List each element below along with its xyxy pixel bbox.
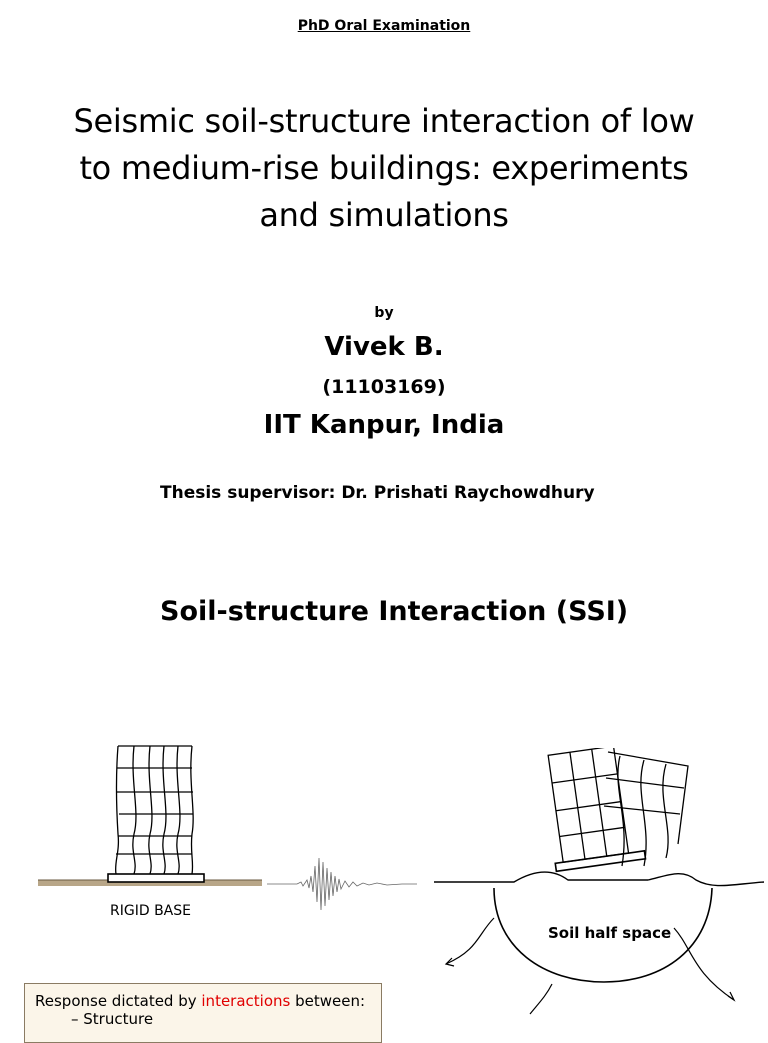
exam-header: PhD Oral Examination xyxy=(297,18,471,34)
ground-surface xyxy=(434,872,764,886)
deformed-frame xyxy=(116,746,194,874)
rigid-base-building-figure xyxy=(36,742,266,892)
soil-half-space-label: Soil half space xyxy=(548,924,672,942)
institute-name: IIT Kanpur, India xyxy=(263,410,505,440)
callout-highlight: interactions xyxy=(201,992,291,1010)
response-callout xyxy=(24,983,382,1043)
author-id: (11103169) xyxy=(322,376,446,398)
soil-half-space-figure xyxy=(434,748,764,1018)
rigid-base-label: RIGID BASE xyxy=(110,903,191,919)
rigid-foundation xyxy=(108,874,204,882)
seismic-record-icon xyxy=(267,854,417,914)
callout-item: – Structure xyxy=(71,1010,154,1028)
thesis-title-line-1: Seismic soil-structure interaction of low xyxy=(73,102,695,140)
thesis-title xyxy=(0,98,768,239)
callout-text xyxy=(35,992,381,1010)
callout-item-label: Structure xyxy=(83,1010,154,1028)
thesis-supervisor: Thesis supervisor: Dr. Prishati Raychowdhury xyxy=(160,483,595,503)
rocking-building xyxy=(540,748,645,871)
thesis-title-line-2: to medium-rise buildings: experiments xyxy=(79,149,689,187)
by-label: by xyxy=(374,305,394,321)
callout-prefix: Response dictated by xyxy=(35,992,202,1010)
thesis-title-line-3: and simulations xyxy=(259,196,509,234)
callout-suffix: between: xyxy=(290,992,366,1010)
section-heading: Soil-structure Interaction (SSI) xyxy=(160,596,629,627)
author-name: Vivek B. xyxy=(324,332,444,362)
